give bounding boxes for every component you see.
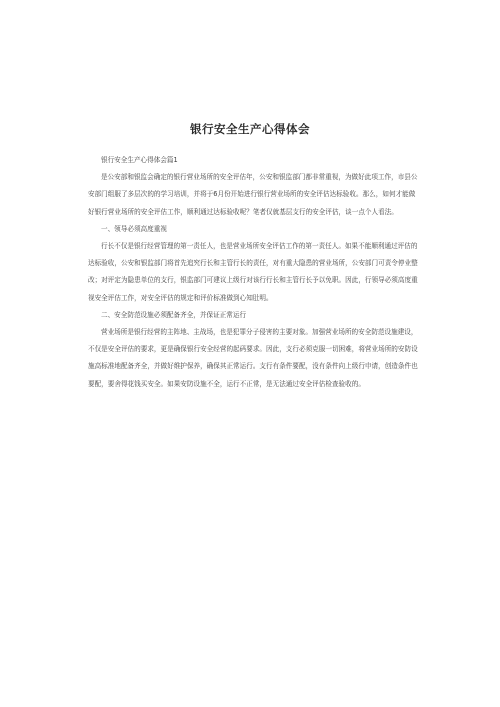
body-paragraph: 是公安部和银监会确定的银行营业场所的安全评估年，公安和银监部门都非常重视，为做好此项工作，市县公安部门组服了多层次的的学习培训，并将于6月份开始进行银行营业场所的安全评估达标验收。那么，如何才能做好银行营业场所的安全评估工作，顺利通过达标验收呢？笔者仅就基层支行的安全评估，谈一点个人看法。 <box>88 173 418 216</box>
body-paragraph: 行长不仅是银行经营管理的第一责任人，也是营业场所安全评估工作的第一责任人。如果不能顺利通过评估的达标验收，公安和银监部门将首先追究行长和主管行长的责任，对有重大隐患的营业场所，公安部门可责令停业整改；对评定为隐患单位的支行，银监部门可建议上级行对该行行长和主管行长予以免职。因此，行领导必须高度重视安全评估工作，对安全评估的规定和评价标准做到心知肚明。 <box>88 242 418 302</box>
section-heading: 二、安全防范设施必须配备齐全，并保证正常运行 <box>101 310 247 319</box>
document-body <box>88 152 420 393</box>
section-heading: 一、领导必须高度重视 <box>101 224 167 233</box>
document-subtitle: 银行安全生产心得体会篇1 <box>101 156 178 164</box>
document-title: 银行安全生产心得体会 <box>190 122 310 136</box>
body-paragraph: 营业场所是银行经营的主阵地、主战场，也是犯罪分子侵害的主要对象。加强营业场所的安全防范设施建设，不仅是安全评估的要求，更是确保银行安全经营的起码要求。因此，支行必须克服一切困难，将营业场所的安防设施高标准地配备齐全，并做好维护保养，确保其正常运行。支行有条件要配，没有条件向上级行申请，创造条件也要配，要舍得花钱买安全。如果安防设施不全，运行不正常，是无法通过安全评估检查验收的。 <box>88 328 418 388</box>
